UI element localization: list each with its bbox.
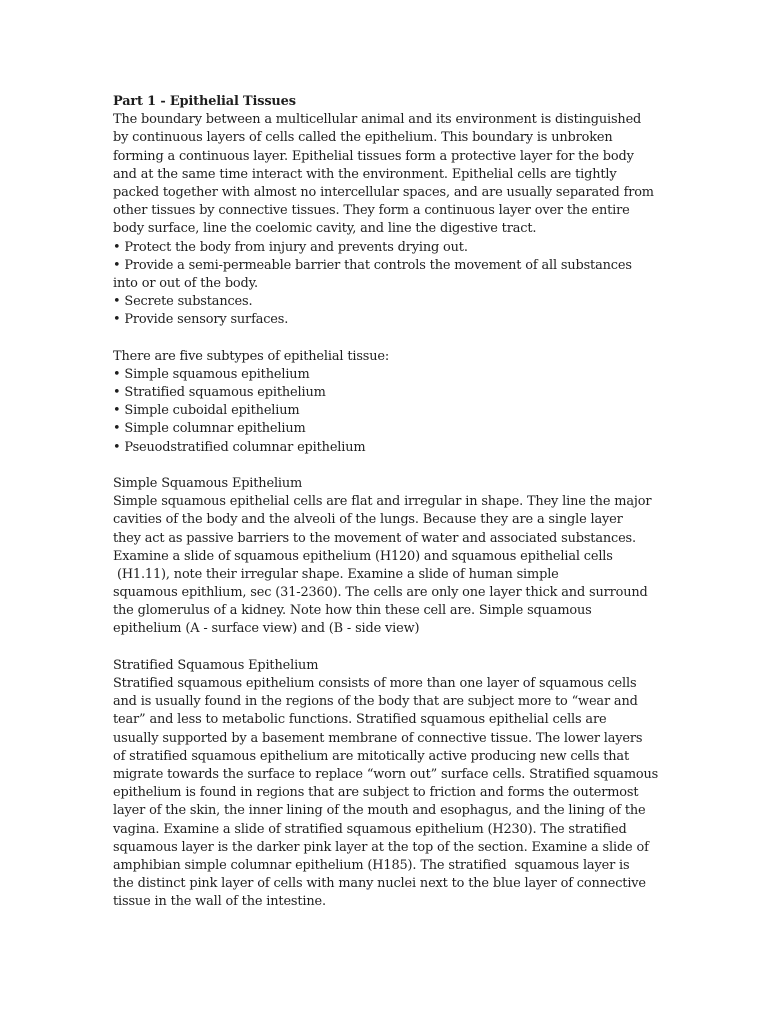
stratified-squamous-section [113,657,658,912]
subtype-item: • Simple squamous epithelium [113,366,310,382]
intro-bullet: • Secrete substances. [113,294,253,310]
body-line: usually supported by a basement membrane of connective tissue. The lower layers [113,730,643,746]
body-line: epithelium (A - surface view) and (B - side view) [113,621,420,637]
body-line: squamous layer is the darker pink layer at the top of the section. Examine a slide of [113,839,649,855]
document-page [113,93,658,911]
intro-bullet: • Provide a semi-permeable barrier that controls the movement of all substances [113,257,632,273]
subtype-item: • Simple columnar epithelium [113,421,306,437]
simple-squamous-section [113,475,658,639]
paragraph-gap [113,457,658,475]
body-line: cavities of the body and the alveoli of the lungs. Because they are a single layer [113,512,623,528]
intro-line: The boundary between a multicellular animal and its environment is distinguished [113,112,642,128]
body-line: vagina. Examine a slide of stratified squamous epithelium (H230). The stratified [113,821,627,837]
body-line: amphibian simple columnar epithelium (H185). The stratified squamous layer is [113,857,630,873]
intro-line: packed together with almost no intercellular spaces, and are usually separated from [113,184,654,200]
body-line: epithelium is found in regions that are subject to friction and forms the outermost [113,785,639,801]
body-line: layer of the skin, the inner lining of the mouth and esophagus, and the lining of the [113,803,646,819]
page-title: Part 1 - Epithelial Tissues [113,94,296,109]
section-heading: Stratified Squamous Epithelium [113,657,319,673]
intro-section [113,111,658,329]
section-heading: Simple Squamous Epithelium [113,475,303,491]
subtype-item: • Pseuodstratified columnar epithelium [113,439,366,455]
body-line: tear” and less to metabolic functions. Stratified squamous epithelial cells are [113,712,607,728]
body-line: and is usually found in the regions of the body that are subject more to “wear and [113,694,638,710]
subtypes-heading: There are five subtypes of epithelial tissue: [113,348,390,364]
body-line: the glomerulus of a kidney. Note how thin these cell are. Simple squamous [113,603,592,619]
body-line: Examine a slide of squamous epithelium (H120) and squamous epithelial cells [113,548,613,564]
body-line: squamous epithlium, sec (31-2360). The cells are only one layer thick and surround [113,585,648,601]
intro-bullet: • Protect the body from injury and prevents drying out. [113,239,468,255]
intro-line: into or out of the body. [113,275,258,291]
body-line: of stratified squamous epithelium are mitotically active producing new cells that [113,748,629,764]
body-line: Stratified squamous epithelium consists of more than one layer of squamous cells [113,676,637,691]
subtypes-section [113,348,658,457]
body-line: tissue in the wall of the intestine. [113,894,326,910]
paragraph-gap [113,329,658,347]
subtype-item: • Stratified squamous epithelium [113,385,326,400]
intro-bullet: • Provide sensory surfaces. [113,312,289,328]
intro-line: by continuous layers of cells called the epithelium. This boundary is unbroken [113,130,613,146]
intro-line: other tissues by connective tissues. They form a continuous layer over the entire [113,203,630,219]
intro-line: body surface, line the coelomic cavity, and line the digestive tract. [113,221,537,237]
body-line: the distinct pink layer of cells with many nuclei next to the blue layer of connective [113,876,646,892]
body-line: Simple squamous epithelial cells are flat and irregular in shape. They line the major [113,494,652,510]
paragraph-gap [113,639,658,657]
intro-line: and at the same time interact with the environment. Epithelial cells are tightly [113,166,617,182]
subtype-item: • Simple cuboidal epithelium [113,403,300,419]
body-line: migrate towards the surface to replace “worn out” surface cells. Stratified squamous [113,766,659,782]
intro-line: forming a continuous layer. Epithelial tissues form a protective layer for the body [113,148,634,164]
body-line: they act as passive barriers to the movement of water and associated substances. [113,530,636,546]
body-line: (H1.11), note their irregular shape. Examine a slide of human simple [113,566,559,582]
